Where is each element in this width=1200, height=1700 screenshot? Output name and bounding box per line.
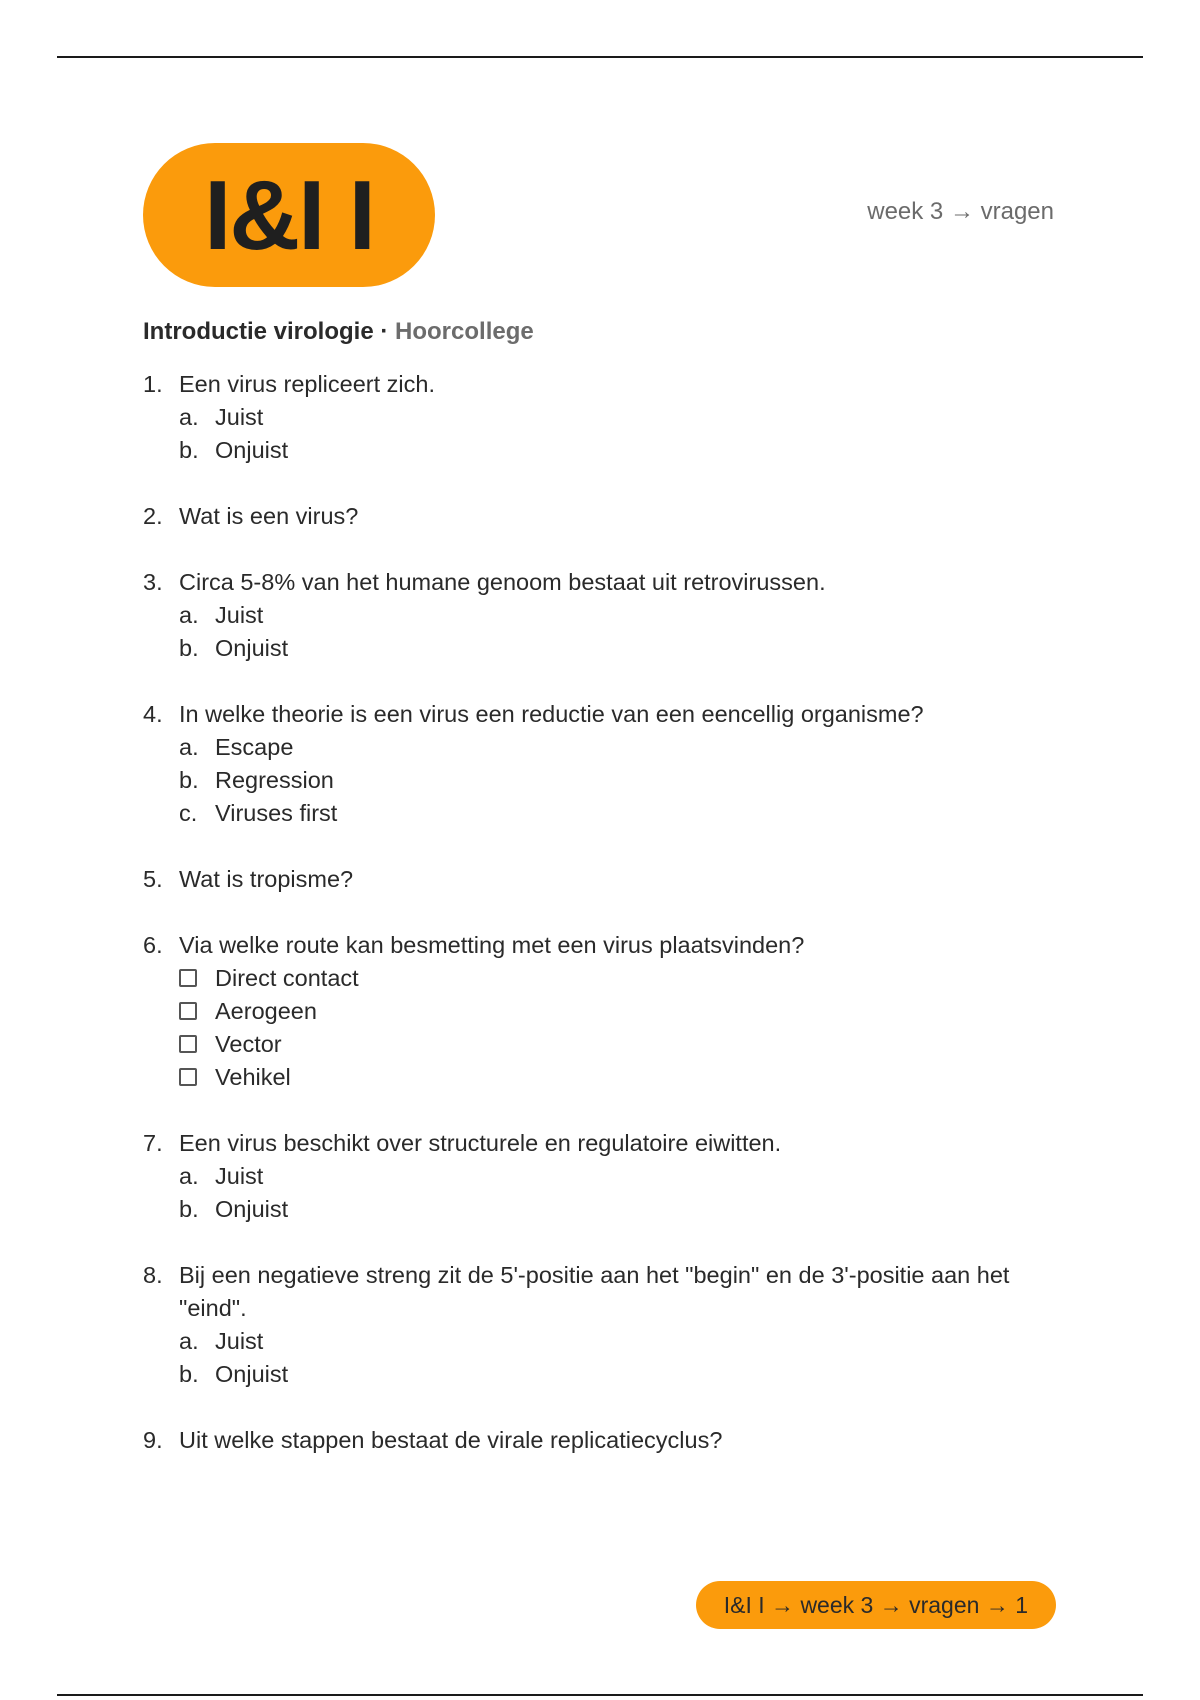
question-5 [143, 863, 1063, 896]
question-number: 3. [143, 569, 163, 595]
option-label: Onjuist [215, 1361, 289, 1387]
answer-option[interactable] [179, 434, 1063, 467]
option-letter: b. [179, 1196, 199, 1222]
answer-option[interactable] [179, 1193, 1063, 1226]
checkbox-option[interactable] [179, 962, 1063, 995]
option-letter: a. [179, 1328, 199, 1354]
question-number: 7. [143, 1130, 163, 1156]
question-2 [143, 500, 1063, 533]
answer-option[interactable] [179, 599, 1063, 632]
bottom-rule [57, 1694, 1143, 1696]
question-6 [143, 929, 1063, 1094]
answer-options [179, 1160, 1063, 1226]
answer-options [179, 401, 1063, 467]
option-label: Juist [215, 1163, 264, 1189]
option-label: Regression [215, 767, 334, 793]
option-letter: b. [179, 1361, 199, 1387]
question-text: In welke theorie is een virus een reductie van een eencellig organisme? [179, 701, 924, 727]
question-number: 6. [143, 932, 163, 958]
answer-option[interactable] [179, 764, 1063, 797]
answer-options [179, 599, 1063, 665]
question-number: 1. [143, 371, 163, 397]
question-number: 9. [143, 1427, 163, 1453]
answer-option[interactable] [179, 632, 1063, 665]
checkbox-option[interactable] [179, 1061, 1063, 1094]
question-3 [143, 566, 1063, 665]
answer-option[interactable] [179, 1358, 1063, 1391]
question-1 [143, 368, 1063, 467]
checkbox-options [179, 962, 1063, 1094]
question-text: Wat is tropisme? [179, 866, 354, 892]
option-label: Juist [215, 1328, 264, 1354]
question-7 [143, 1127, 1063, 1226]
question-9 [143, 1424, 1063, 1457]
option-label: Juist [215, 404, 264, 430]
top-rule [57, 56, 1143, 58]
checkbox-icon[interactable] [179, 1035, 197, 1053]
question-text: Uit welke stappen bestaat de virale replicatiecyclus? [179, 1427, 723, 1453]
question-number: 4. [143, 701, 163, 727]
answer-option[interactable] [179, 1325, 1063, 1358]
checkbox-label: Aerogeen [215, 998, 317, 1024]
question-8 [143, 1259, 1063, 1391]
question-text: Een virus beschikt over structurele en regulatoire eiwitten. [179, 1130, 782, 1156]
option-label: Escape [215, 734, 294, 760]
breadcrumb[interactable]: week 3 → vragen [867, 198, 1054, 225]
option-letter: a. [179, 1163, 199, 1189]
question-text: Bij een negatieve streng zit de 5'-positie aan het "begin" en de 3'-positie aan het "eind". [179, 1262, 1010, 1321]
question-number: 2. [143, 503, 163, 529]
option-letter: a. [179, 734, 199, 760]
answer-option[interactable] [179, 797, 1063, 830]
question-text: Circa 5-8% van het humane genoom bestaat uit retrovirussen. [179, 569, 826, 595]
option-letter: c. [179, 800, 198, 826]
answer-options [179, 731, 1063, 830]
question-number: 8. [143, 1262, 163, 1288]
checkbox-label: Vehikel [215, 1064, 291, 1090]
question-4 [143, 698, 1063, 830]
option-label: Viruses first [215, 800, 338, 826]
checkbox-label: Vector [215, 1031, 282, 1057]
answer-option[interactable] [179, 731, 1063, 764]
question-list [143, 368, 1063, 1490]
checkbox-icon[interactable] [179, 969, 197, 987]
option-label: Juist [215, 602, 264, 628]
option-label: Onjuist [215, 1196, 289, 1222]
answer-option[interactable] [179, 1160, 1063, 1193]
lecture-type: Hoorcollege [395, 318, 534, 345]
course-title: Introductie virologie [143, 318, 374, 345]
option-letter: b. [179, 635, 199, 661]
question-text: Een virus repliceert zich. [179, 371, 435, 397]
page-subtitle [143, 318, 534, 346]
checkbox-icon[interactable] [179, 1002, 197, 1020]
checkbox-option[interactable] [179, 1028, 1063, 1061]
question-number: 5. [143, 866, 163, 892]
question-text: Via welke route kan besmetting met een virus plaatsvinden? [179, 932, 805, 958]
answer-options [179, 1325, 1063, 1391]
checkbox-option[interactable] [179, 995, 1063, 1028]
course-logo: I&I I [143, 143, 435, 287]
title-separator: · [380, 318, 389, 345]
footer-breadcrumb-pill[interactable]: I&I I → week 3 → vragen → 1 [696, 1581, 1056, 1629]
option-label: Onjuist [215, 437, 289, 463]
answer-option[interactable] [179, 401, 1063, 434]
question-text: Wat is een virus? [179, 503, 359, 529]
checkbox-icon[interactable] [179, 1068, 197, 1086]
option-label: Onjuist [215, 635, 289, 661]
option-letter: b. [179, 437, 199, 463]
option-letter: b. [179, 767, 199, 793]
option-letter: a. [179, 602, 199, 628]
checkbox-label: Direct contact [215, 965, 359, 991]
option-letter: a. [179, 404, 199, 430]
